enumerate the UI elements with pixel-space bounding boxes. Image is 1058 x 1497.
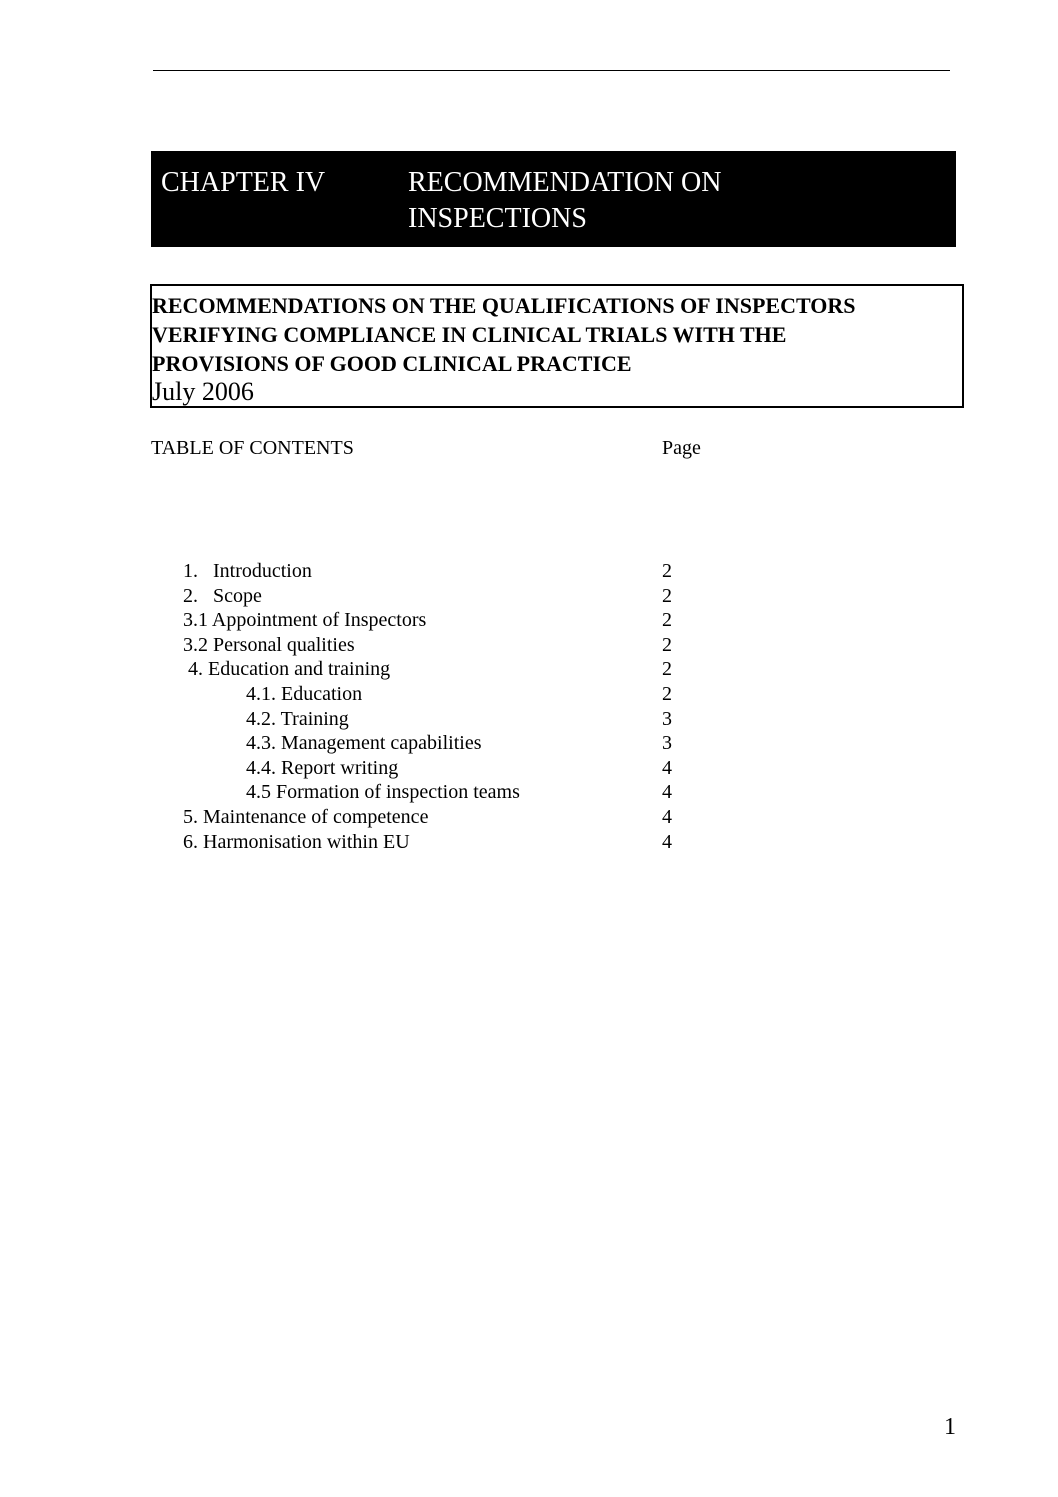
toc-entry-page: 2 bbox=[662, 560, 672, 582]
toc-entry-title: 4.3. Management capabilities bbox=[246, 732, 482, 755]
toc-entry-title: 5. Maintenance of competence bbox=[183, 805, 429, 828]
toc-entry-title: 4.2. Training bbox=[246, 707, 349, 730]
toc-entry bbox=[0, 657, 1058, 682]
toc-entry-title: 4.1. Education bbox=[246, 682, 363, 705]
toc-entry bbox=[0, 608, 1058, 633]
toc-entry-page: 3 bbox=[662, 732, 672, 755]
toc-entry-page: 4 bbox=[662, 756, 672, 779]
toc-entry-title: 2. Scope bbox=[183, 584, 262, 607]
chapter-banner bbox=[151, 151, 956, 247]
toc-entry-page: 2 bbox=[662, 584, 672, 607]
toc-entry-title: 4.4. Report writing bbox=[246, 756, 399, 779]
chapter-title: RECOMMENDATION ON INSPECTIONS bbox=[408, 167, 722, 234]
toc-entry-title: 4. Education and training bbox=[183, 658, 391, 681]
toc-entry-page: 2 bbox=[662, 682, 672, 705]
toc-entry-page: 2 bbox=[662, 633, 672, 656]
toc-entry bbox=[0, 559, 1058, 584]
table-of-contents bbox=[0, 559, 1058, 854]
toc-label: TABLE OF CONTENTS bbox=[151, 437, 354, 459]
toc-entry-title: 3.1 Appointment of Inspectors bbox=[183, 609, 427, 632]
toc-entry-title: 1. Introduction bbox=[183, 560, 312, 582]
toc-entry bbox=[0, 780, 1058, 805]
document-date: July 2006 bbox=[152, 377, 254, 406]
toc-entry-title: 3.2 Personal qualities bbox=[183, 633, 355, 656]
toc-page-label: Page bbox=[662, 437, 701, 459]
document-heading: RECOMMENDATIONS ON THE QUALIFICATIONS OF INSPECTORS VERIFYING COMPLIANCE IN CLINICAL TRIALS WITH THE PROVISIONS OF GOOD CLINICAL PRACTICE bbox=[152, 293, 856, 376]
toc-entry bbox=[0, 830, 1058, 855]
toc-entry bbox=[0, 756, 1058, 781]
toc-entry bbox=[0, 707, 1058, 732]
toc-entry bbox=[0, 682, 1058, 707]
chapter-number: CHAPTER IV bbox=[161, 167, 326, 198]
toc-entry-title: 4.5 Formation of inspection teams bbox=[246, 781, 520, 804]
toc-entry-page: 2 bbox=[662, 658, 672, 681]
header-rule bbox=[153, 70, 950, 71]
toc-entry bbox=[0, 805, 1058, 830]
toc-entry-title: 6. Harmonisation within EU bbox=[183, 830, 410, 853]
toc-entry bbox=[0, 584, 1058, 609]
toc-entry-page: 3 bbox=[662, 707, 672, 730]
toc-entry-page: 2 bbox=[662, 609, 672, 632]
toc-entry bbox=[0, 731, 1058, 756]
page-number: 1 bbox=[944, 1414, 956, 1440]
toc-entry-page: 4 bbox=[662, 781, 672, 804]
toc-entry-page: 4 bbox=[662, 805, 672, 828]
toc-entry-page: 4 bbox=[662, 830, 672, 853]
document-title-box bbox=[150, 284, 964, 408]
toc-entry bbox=[0, 633, 1058, 658]
